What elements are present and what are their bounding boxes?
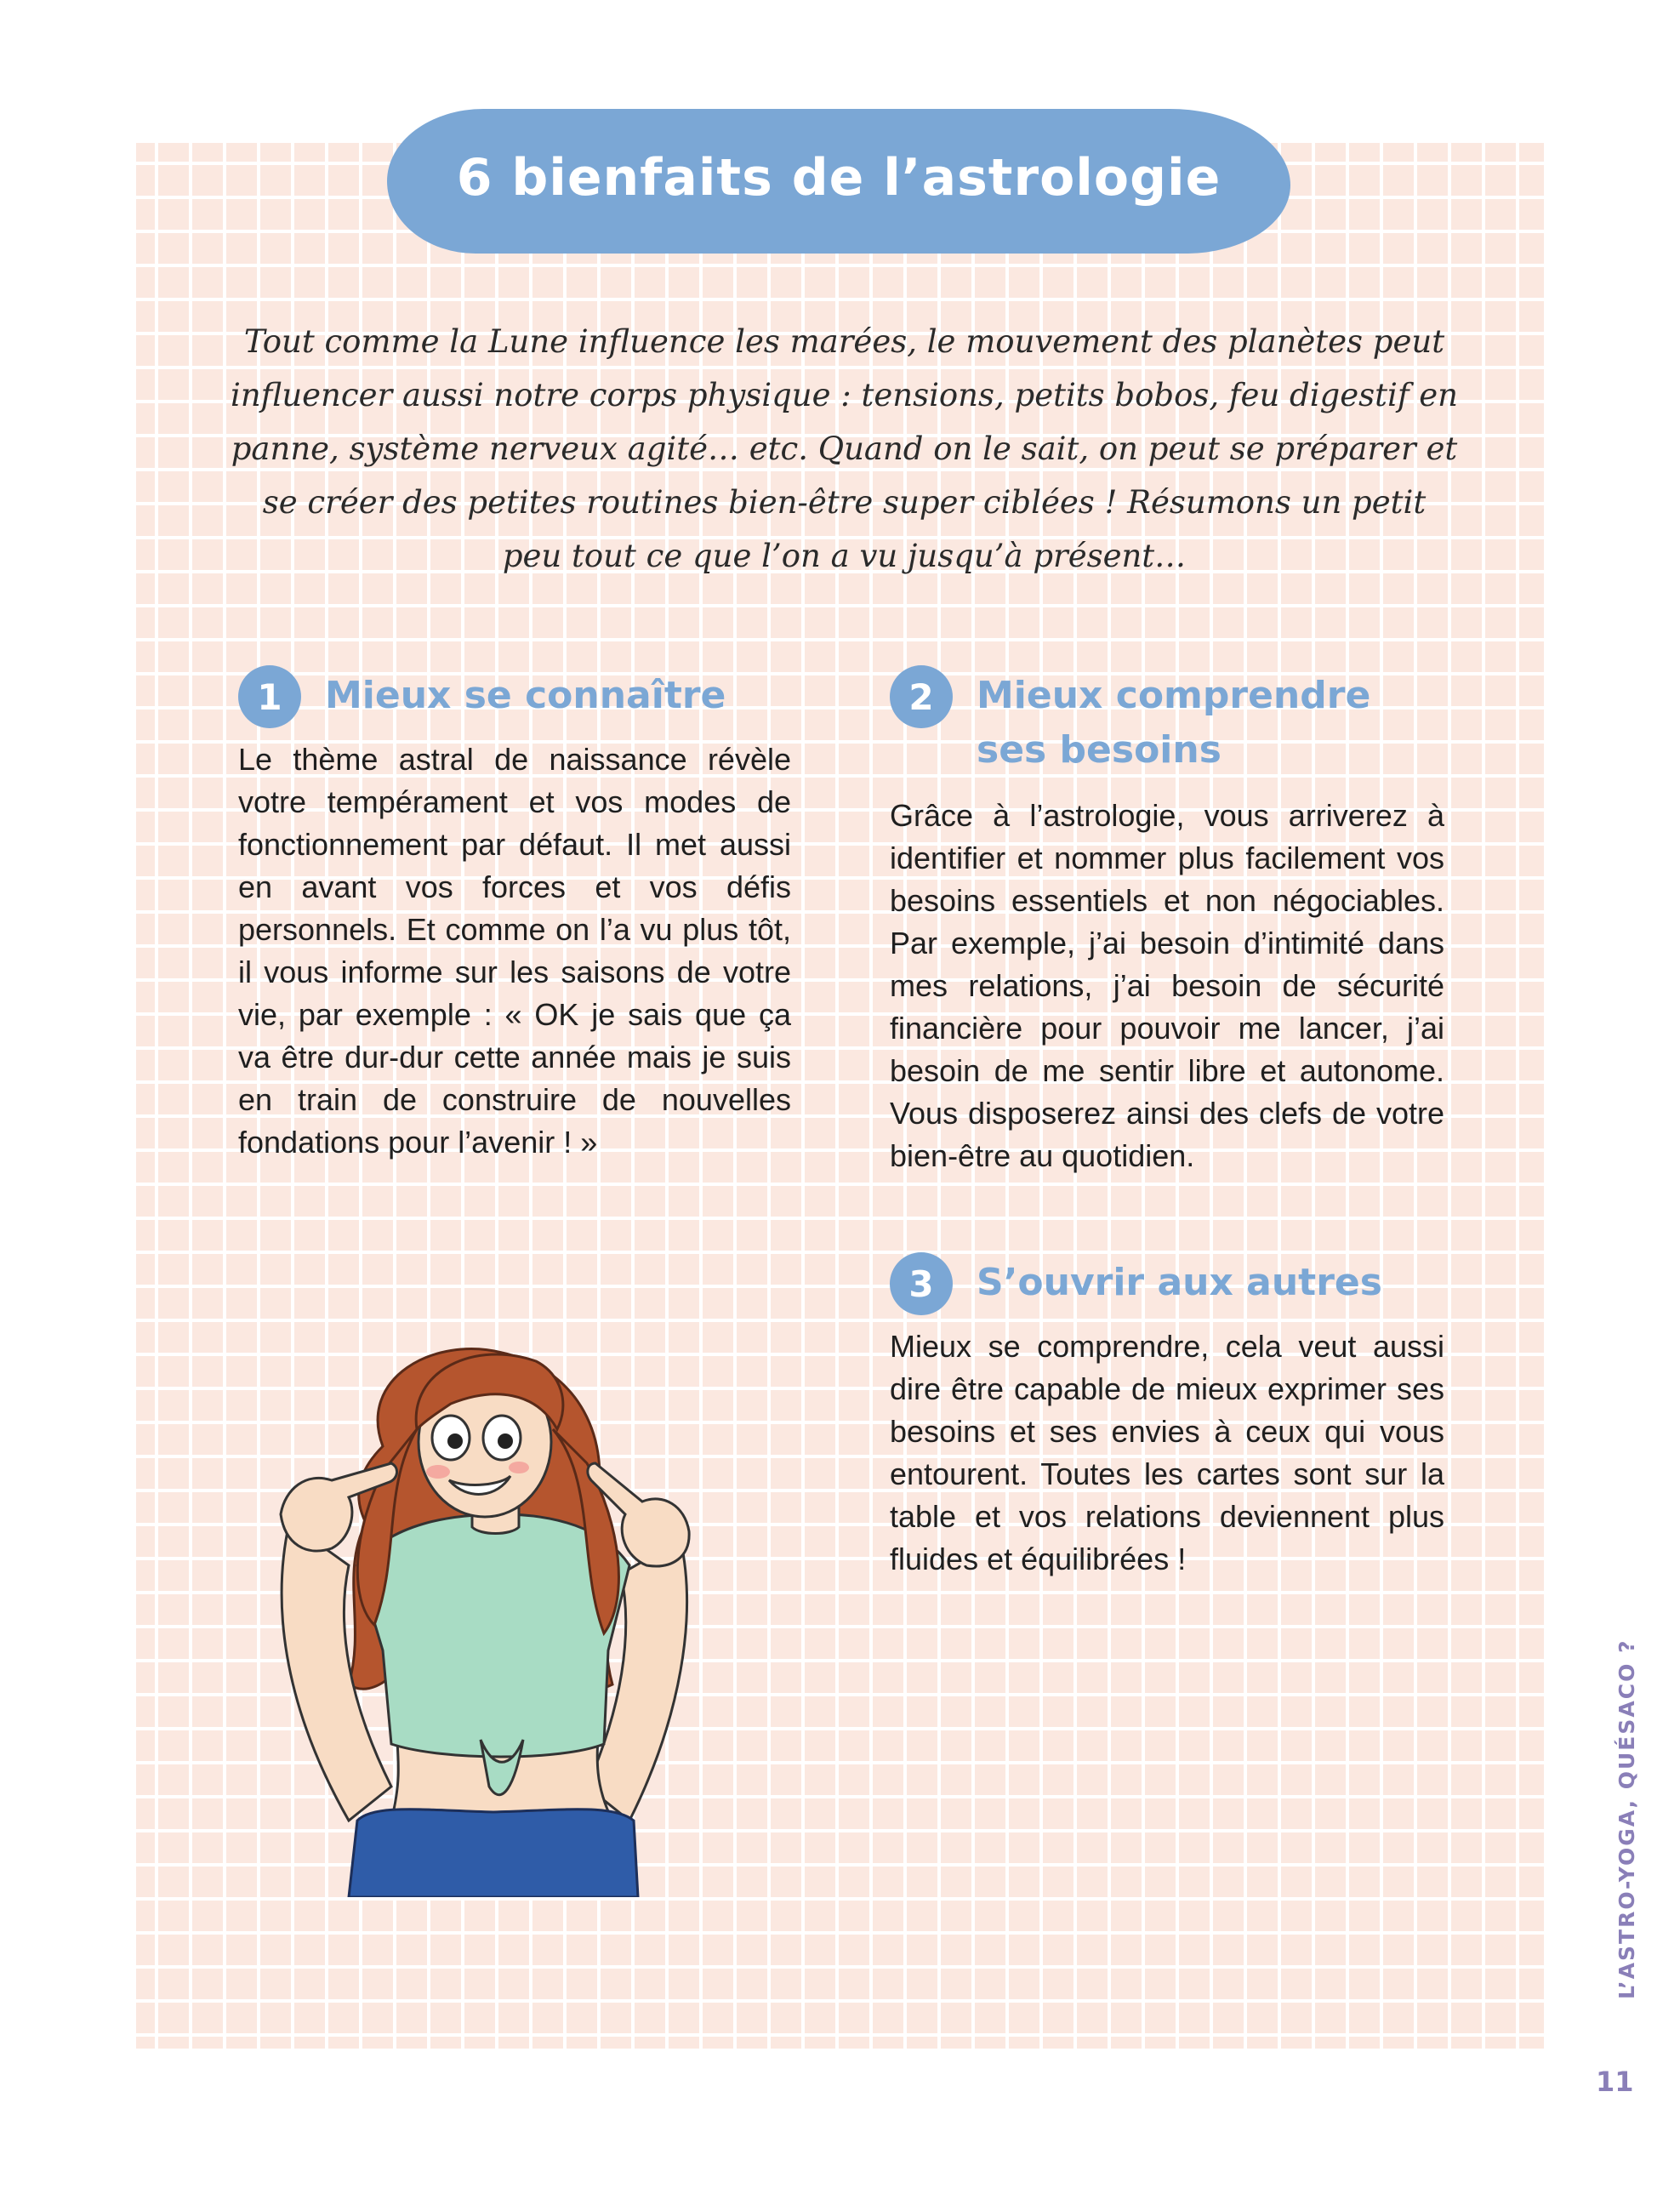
section-title-line-1: Mieux comprendre xyxy=(977,674,1371,717)
intro-paragraph: Tout comme la Lune influence les marées, le mouvement des planètes peut influencer aussi notre corps physique : tensions, petits bobos, feu digestif en panne, système nerveux agité… etc. Quand on le sait, on peut se préparer et se créer des petites routines bien-être super ciblées ! Résumons un petit peu tout ce que l’on a vu jusqu’à présent… xyxy=(230,323,1459,574)
title-banner xyxy=(387,109,1290,254)
section-3-header xyxy=(890,1252,1444,1315)
section-1-header xyxy=(238,665,791,728)
number-badge: 2 xyxy=(890,665,953,728)
number-badge: 3 xyxy=(890,1252,953,1315)
section-2-header xyxy=(890,665,1444,778)
section-body: Le thème astral de naissance révèle votre tempérament et vos modes de fonctionnement par défaut. Il met aussi en avant vos forces et vos défis personnels. Et comme on l’a vu plus tôt, il vous informe sur les saisons de votre vie, par exemple : « OK je sais que ça va être dur-dur cette année mais je suis en train de construire de nouvelles fondations pour l’avenir ! » xyxy=(238,742,791,1160)
section-title-line-2: ses besoins xyxy=(977,728,1222,772)
section-2 xyxy=(890,665,1444,1177)
woman-pointing-illustration xyxy=(255,1344,732,1897)
side-chapter-label: L’ASTRO-YOGA, QUÉSACO ? xyxy=(1615,1639,1639,1999)
page-number: 11 xyxy=(1596,2066,1634,2098)
section-body: Grâce à l’astrologie, vous arriverez à identifier et nommer plus facilement vos besoins essentiels et non négociables. Par exemple, j’ai besoin d’intimité dans mes relations, j’ai besoin de sécurité financière pour pouvoir me lancer, j’ai besoin de me sentir libre et autonome. Vous disposerez ainsi des clefs de votre bien-être au quotidien. xyxy=(890,798,1444,1173)
section-3 xyxy=(890,1252,1444,1581)
section-title: Mieux se connaître xyxy=(325,674,726,717)
section-1 xyxy=(238,665,791,1164)
section-title xyxy=(977,669,1370,778)
number-badge: 1 xyxy=(238,665,301,728)
section-title: S’ouvrir aux autres xyxy=(977,1261,1382,1304)
page-title: 6 bienfaits de l’astrologie xyxy=(456,148,1222,208)
section-body: Mieux se comprendre, cela veut aussi dire être capable de mieux exprimer ses besoins et ses envies à ceux qui vous entourent. Toutes les cartes sont sur la table et vos relations deviennent plus fluides et équilibrées ! xyxy=(890,1329,1444,1576)
